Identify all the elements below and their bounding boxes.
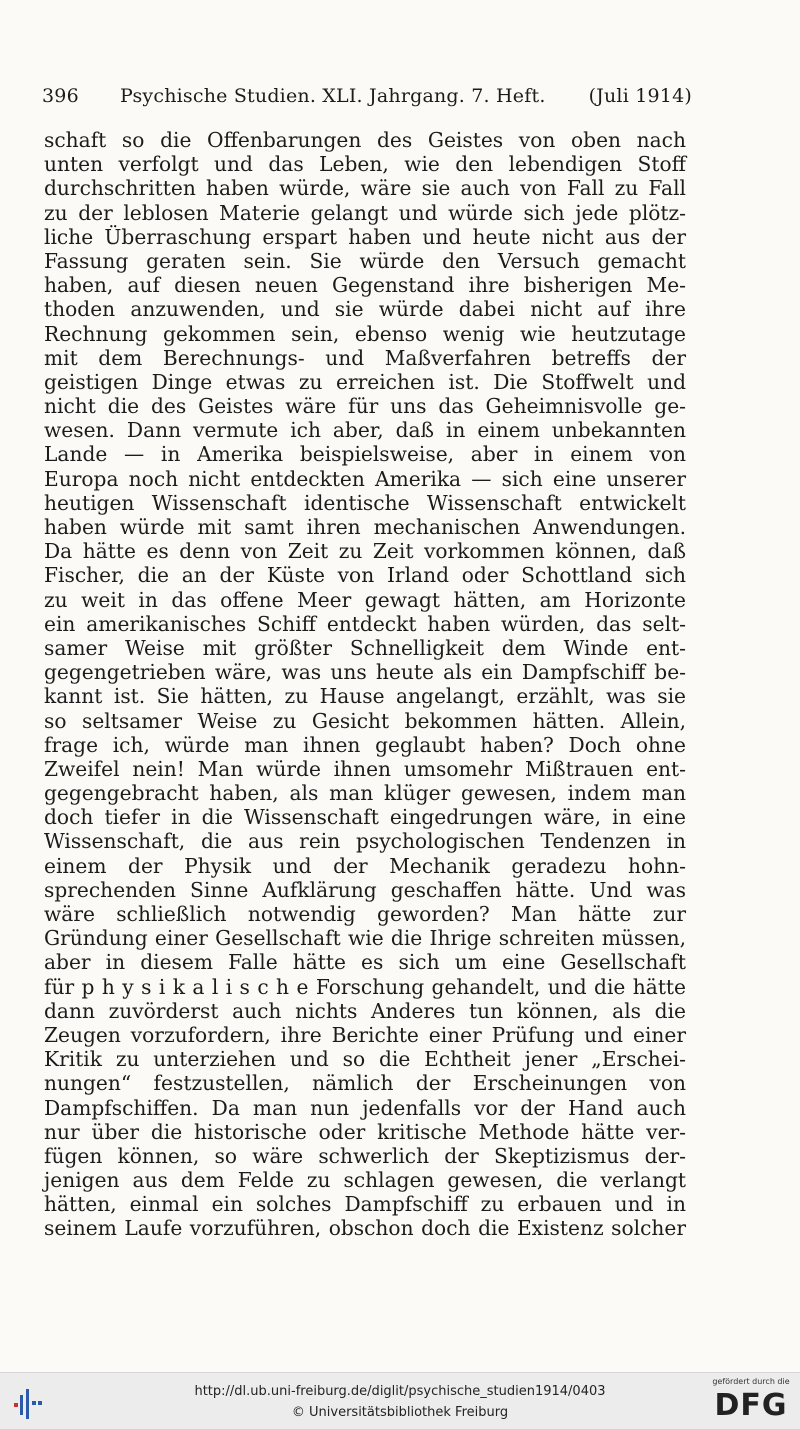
- text-line: heutigen Wissenschaft identische Wissenschaft entwickelt: [44, 490, 686, 515]
- text-line: doch tiefer in die Wissenschaft eingedrungen wäre, in eine: [44, 805, 686, 830]
- text-line: aber in diesem Falle hätte es sich um eine Gesellschaft: [44, 950, 686, 975]
- text-line: fügen können, so wäre schwerlich der Skeptizismus der-: [44, 1143, 686, 1168]
- viewer-footer: [0, 1372, 800, 1429]
- text-line: schaft so die Offenbarungen des Geistes von oben nach: [44, 128, 686, 152]
- text-line: zu weit in das offene Meer gewagt hätten, am Horizonte: [44, 587, 686, 612]
- text-line: Lande — in Amerika beispielsweise, aber in einem von: [44, 442, 686, 467]
- text-line: wesen. Dann vermute ich aber, daß in einem unbekannten: [44, 418, 686, 443]
- text-line: so seltsamer Weise zu Gesicht bekommen hätten. Allein,: [44, 708, 686, 733]
- text-line: Rechnung gekommen sein, ebenso wenig wie heutzutage: [44, 321, 686, 346]
- text-line: Zweifel nein! Man würde ihnen umsomehr Mißtrauen ent-: [44, 756, 686, 781]
- text-line: nicht die des Geistes wäre für uns das Geheimnisvolle ge-: [44, 394, 686, 419]
- text-line: Da hätte es denn von Zeit zu Zeit vorkommen können, daß: [44, 539, 686, 564]
- dfg-logo: [706, 1377, 796, 1427]
- text-line: frage ich, würde man ihnen geglaubt haben? Doch ohne: [44, 732, 686, 757]
- text-line: Zeugen vorzufordern, ihre Berichte einer Prüfung und einer: [44, 1022, 686, 1047]
- text-line: haben, auf diesen neuen Gegenstand ihre bisherigen Me-: [44, 273, 686, 298]
- dfg-funded-by: gefördert durch die: [712, 1377, 790, 1386]
- running-header: [42, 82, 692, 110]
- text-line: nungen“ festzustellen, nämlich der Erscheinungen von: [44, 1071, 686, 1096]
- text-line: sprechenden Sinne Aufklärung geschaffen hätte. Und was: [44, 877, 686, 902]
- text-line: seinem Laufe vorzuführen, obschon doch die Existenz solcher: [44, 1216, 686, 1241]
- text-line: unten verfolgt und das Leben, wie den lebendigen Stoff: [44, 152, 686, 177]
- permalink-url[interactable]: http://dl.ub.uni-freiburg.de/diglit/psychische_studien1914/0403: [194, 1384, 606, 1399]
- text-line: einem der Physik und der Mechanik geradezu hohn-: [44, 853, 686, 878]
- text-line: Fassung geraten sein. Sie würde den Versuch gemacht: [44, 248, 686, 273]
- text-line: mit dem Berechnungs- und Maßverfahren betreffs der: [44, 345, 686, 370]
- text-line: nur über die historische oder kritische Methode hätte ver-: [44, 1119, 686, 1144]
- text-line: Europa noch nicht entdeckten Amerika — sich eine unserer: [44, 466, 686, 491]
- text-line: ein amerikanisches Schiff entdeckt haben würden, das selt-: [44, 611, 686, 636]
- text-line: haben würde mit samt ihren mechanischen Anwendungen.: [44, 515, 686, 539]
- text-line: wäre schließlich notwendig geworden? Man hätte zur: [44, 902, 686, 926]
- copyright-notice: © Universitätsbibliothek Freiburg: [291, 1405, 509, 1420]
- text-line: dann zuvörderst auch nichts Anderes tun können, als die: [44, 998, 686, 1023]
- text-line: samer Weise mit größter Schnelligkeit dem Winde ent-: [44, 635, 686, 660]
- text-line: Gründung einer Gesellschaft wie die Ihrige schreiten müssen,: [44, 926, 686, 951]
- text-line: Kritik zu unterziehen und so die Echtheit jener „Erschei-: [44, 1047, 686, 1072]
- text-line: thoden anzuwenden, und sie würde dabei nicht auf ihre: [44, 297, 686, 322]
- page-number: 396: [42, 85, 79, 107]
- text-line: kannt ist. Sie hätten, zu Hause angelangt, erzählt, was sie: [44, 684, 686, 709]
- text-line: Wissenschaft, die aus rein psychologischen Tendenzen in: [44, 829, 686, 854]
- text-line: Dampfschiffen. Da man nun jedenfalls vor der Hand auch: [44, 1095, 686, 1120]
- body-text: [44, 128, 686, 1241]
- text-line: für p h y s i k a l i s c h e Forschung gehandelt, und die hätte: [44, 974, 686, 999]
- text-line: gegengebracht haben, als man klüger gewesen, indem man: [44, 781, 686, 806]
- dfg-logo-text: DFG: [714, 1388, 788, 1423]
- text-line: durchschritten haben würde, wäre sie auch von Fall zu Fall: [44, 176, 686, 201]
- journal-title: Psychische Studien. XLI. Jahrgang. 7. Heft.: [120, 85, 546, 107]
- text-line: jenigen aus dem Felde zu schlagen gewesen, die verlangt: [44, 1168, 686, 1193]
- text-line: liche Überraschung erspart haben und heute nicht aus der: [44, 224, 686, 249]
- text-line: hätten, einmal ein solches Dampfschiff zu erbauen und in: [44, 1192, 686, 1217]
- text-line: Fischer, die an der Küste von Irland oder Schottland sich: [44, 563, 686, 588]
- issue-date: (Juli 1914): [588, 85, 692, 107]
- text-line: zu der leblosen Materie gelangt und würde sich jede plötz-: [44, 200, 686, 225]
- text-line: geistigen Dinge etwas zu erreichen ist. Die Stoffwelt und: [44, 369, 686, 394]
- text-line: gegengetrieben wäre, was uns heute als ein Dampfschiff be-: [44, 660, 686, 685]
